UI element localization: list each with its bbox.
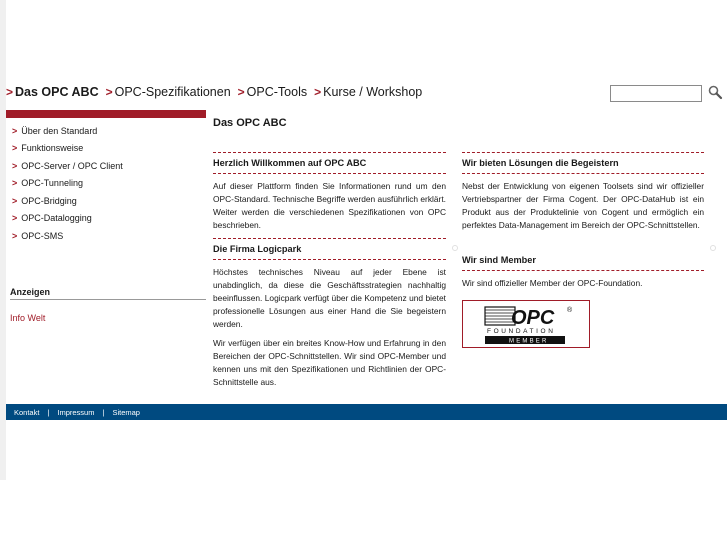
- ads-link-info-welt[interactable]: Info Welt: [10, 313, 46, 323]
- decorative-dot: [452, 245, 458, 251]
- section-welcome: [213, 152, 446, 232]
- section-text: Nebst der Entwicklung von eigenen Toolsets sind wir offizieller Vertriebspartner der Firma Cogent. Der OPC-DataHub ist ein Produkt aus der Produktelinie von Cogent und ermöglich ein perfektes Data-Management im Bereich der OPC-Schnittstellen.: [462, 181, 704, 230]
- nav-arrow-icon: >: [6, 85, 14, 99]
- nav-item-label: Kurse / Workshop: [323, 85, 423, 99]
- nav-item-spezifikationen[interactable]: [106, 85, 231, 99]
- page-title: Das OPC ABC: [213, 117, 287, 129]
- sidebar-item-label: OPC-Server / OPC Client: [21, 160, 123, 171]
- sidebar-item-sms[interactable]: [12, 227, 202, 245]
- nav-item-kurse[interactable]: [314, 85, 422, 99]
- footer-link-kontakt[interactable]: Kontakt: [14, 407, 40, 417]
- nav-item-tools[interactable]: [238, 85, 307, 99]
- sidebar-nav: [12, 122, 202, 245]
- nav-arrow-icon: >: [237, 85, 245, 99]
- arrow-icon: >: [12, 160, 18, 171]
- logo-registered-mark: ®: [567, 307, 573, 314]
- sidebar-item-label: Funktionsweise: [21, 143, 84, 154]
- decorative-dot: [710, 245, 716, 251]
- page-container: [6, 0, 727, 480]
- search-input[interactable]: [610, 85, 702, 102]
- section-text: Auf dieser Plattform finden Sie Informationen rund um den OPC-Standard. Technische Begriffe werden ausführlich erklärt. Weiter werden die verschiedenen Spezifikationen von OPC beschrieben.: [213, 181, 446, 230]
- arrow-icon: >: [12, 143, 18, 154]
- sidebar-item-label: OPC-Datalogging: [21, 213, 92, 224]
- section-logicpark: [213, 238, 446, 389]
- logo-member-text: MEMBER: [509, 338, 549, 345]
- nav-arrow-icon: >: [105, 85, 113, 99]
- opc-foundation-member-logo[interactable]: [462, 300, 590, 348]
- section-heading: Die Firma Logicpark: [213, 238, 446, 260]
- content-left-column: [213, 152, 446, 395]
- sidebar-item-label: Über den Standard: [21, 125, 98, 136]
- sidebar-item-label: OPC-Bridging: [21, 195, 77, 206]
- footer-separator: |: [102, 407, 105, 417]
- section-text: Wir verfügen über ein breites Know-How und Erfahrung in den Bereichen der OPC-Schnittstellen. Wir sind OPC-Member und kennen uns mit den Spezifikationen und Richtlinien der OPC-Schnittstelle aus.: [213, 338, 446, 387]
- nav-item-label: OPC-Tools: [246, 85, 308, 99]
- sidebar-item-tunneling[interactable]: [12, 175, 202, 193]
- footer-separator: |: [47, 407, 50, 417]
- section-text: Höchstes technisches Niveau auf jeder Ebene ist unabdinglich, da diese die Geschäftsstrategien nachhaltig beeinflussen. Logicpark verfügt über die Kompetenz und bietet professionelle Lösungen aus einer Hand die Sie begeistern werden.: [213, 267, 446, 329]
- section-loesungen: [462, 152, 704, 232]
- arrow-icon: >: [12, 125, 18, 136]
- search-icon[interactable]: [707, 84, 723, 100]
- logo-foundation-text: FOUNDATION: [487, 328, 556, 335]
- sidebar-item-datalogging[interactable]: [12, 210, 202, 228]
- sidebar-item-ueber-den-standard[interactable]: [12, 122, 202, 140]
- sidebar-item-bridging[interactable]: [12, 192, 202, 210]
- section-member: [462, 250, 704, 348]
- sidebar-item-funktionsweise[interactable]: [12, 140, 202, 158]
- nav-item-label: Das OPC ABC: [15, 85, 99, 99]
- section-text: Wir sind offizieller Member der OPC-Foundation.: [462, 278, 643, 288]
- footer-link-sitemap[interactable]: Sitemap: [112, 407, 140, 417]
- section-heading: Herzlich Willkommen auf OPC ABC: [213, 152, 446, 174]
- main-nav: [6, 82, 429, 102]
- arrow-icon: >: [12, 230, 18, 241]
- logo-opc-text: OPC: [511, 307, 555, 329]
- arrow-icon: >: [12, 195, 18, 206]
- nav-item-opc-abc[interactable]: [6, 85, 99, 99]
- sidebar-item-server-client[interactable]: [12, 157, 202, 175]
- ads-heading: Anzeigen: [10, 287, 206, 300]
- nav-item-label: OPC-Spezifikationen: [114, 85, 231, 99]
- footer-link-impressum[interactable]: Impressum: [57, 407, 95, 417]
- arrow-icon: >: [12, 213, 18, 224]
- arrow-icon: >: [12, 178, 18, 189]
- sidebar-item-label: OPC-SMS: [21, 230, 64, 241]
- sidebar-accent-bar: [6, 110, 206, 118]
- section-heading: Wir bieten Lösungen die Begeistern: [462, 152, 704, 174]
- section-heading: Wir sind Member: [462, 250, 704, 271]
- nav-arrow-icon: >: [314, 85, 322, 99]
- sidebar-item-label: OPC-Tunneling: [21, 178, 83, 189]
- content-right-column: [462, 152, 704, 354]
- footer-bar: [6, 404, 727, 420]
